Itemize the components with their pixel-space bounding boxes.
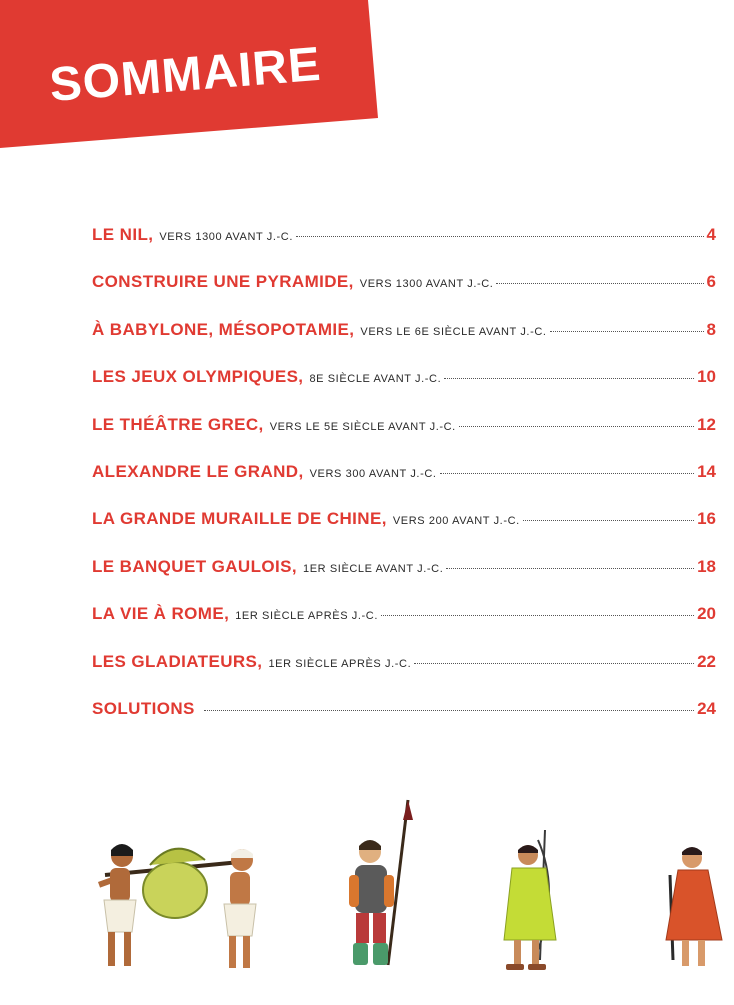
toc-page-number: 8	[706, 319, 716, 339]
illustration-strip	[0, 790, 734, 1000]
dot-leader	[446, 568, 694, 569]
table-of-contents	[92, 225, 716, 746]
dot-leader	[444, 378, 694, 379]
dot-leader	[496, 283, 703, 284]
toc-title: À BABYLONE, MÉSOPOTAMIE,	[92, 319, 355, 339]
toc-subtitle: 1ER SIÈCLE AVANT J.-C.	[303, 562, 444, 575]
egyptian-porters-illustration	[98, 844, 256, 968]
toc-title: LE NIL,	[92, 225, 154, 244]
toc-page-number: 6	[706, 272, 716, 292]
toc-page-number: 10	[697, 367, 716, 387]
toc-subtitle: VERS 200 AVANT J.-C.	[392, 515, 520, 528]
toc-page-number: 20	[697, 604, 716, 624]
dot-leader	[381, 615, 694, 616]
toc-subtitle: VERS 1300 AVANT J.-C.	[359, 278, 494, 291]
toc-subtitle: VERS 300 AVANT J.-C.	[309, 467, 437, 480]
toc-page-number: 24	[697, 698, 716, 718]
toc-page-number: 22	[697, 651, 716, 671]
toc-row[interactable]	[92, 652, 716, 699]
toc-subtitle: VERS LE 5E SIÈCLE AVANT J.-C.	[269, 420, 456, 433]
toc-row[interactable]	[92, 509, 716, 556]
toc-page-number: 14	[697, 461, 716, 481]
toc-page-number: 12	[697, 414, 716, 434]
page-title: SOMMAIRE	[47, 37, 324, 113]
dot-leader	[459, 426, 694, 427]
dot-leader	[523, 520, 694, 521]
toc-title: CONSTRUIRE UNE PYRAMIDE,	[92, 272, 354, 292]
toc-page-number: 18	[697, 556, 716, 576]
toc-row[interactable]	[92, 604, 716, 651]
title-banner	[0, 0, 380, 150]
archer-illustration	[504, 830, 556, 970]
dot-leader	[440, 473, 695, 474]
toc-page-number: 16	[697, 509, 716, 529]
dot-leader	[204, 710, 694, 711]
toc-title: LES GLADIATEURS,	[92, 651, 263, 671]
toc-title: LE THÉÂTRE GREC,	[92, 414, 264, 434]
toc-row[interactable]	[92, 415, 716, 462]
toc-subtitle: 1ER SIÈCLE APRÈS J.-C.	[268, 657, 412, 670]
toc-title: ALEXANDRE LE GRAND,	[92, 461, 304, 481]
toc-row[interactable]	[92, 320, 716, 367]
toc-title: LE BANQUET GAULOIS,	[92, 556, 297, 576]
toc-subtitle: 8E SIÈCLE AVANT J.-C.	[309, 373, 442, 386]
historical-figures-illustration	[0, 790, 734, 1000]
toc-row[interactable]	[92, 462, 716, 509]
toc-subtitle: 1ER SIÈCLE APRÈS J.-C.	[235, 610, 379, 623]
toc-page-number: 4	[706, 225, 716, 244]
toc-title: SOLUTIONS	[92, 698, 195, 718]
toc-row[interactable]	[92, 272, 716, 319]
toc-title: LES JEUX OLYMPIQUES,	[92, 367, 304, 387]
roman-figure-illustration	[666, 847, 722, 966]
toc-row[interactable]	[92, 699, 716, 746]
dot-leader	[414, 663, 694, 664]
dot-leader	[296, 236, 704, 237]
dot-leader	[550, 331, 704, 332]
toc-row[interactable]	[92, 557, 716, 604]
toc-subtitle: VERS LE 6E SIÈCLE AVANT J.-C.	[360, 325, 547, 338]
toc-row[interactable]	[92, 367, 716, 414]
warrior-with-spear-illustration	[349, 800, 413, 965]
toc-title: LA GRANDE MURAILLE DE CHINE,	[92, 509, 387, 529]
toc-row[interactable]	[92, 225, 716, 272]
toc-subtitle: VERS 1300 AVANT J.-C.	[159, 231, 294, 243]
toc-title: LA VIE À ROME,	[92, 604, 230, 624]
